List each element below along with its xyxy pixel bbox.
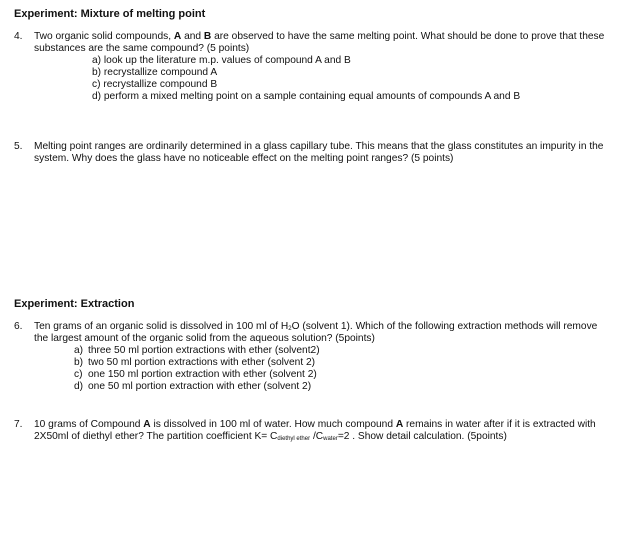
question-5 (14, 141, 610, 165)
option-d: d) one 50 ml portion extraction with ether (solvent 2) (74, 381, 312, 392)
question-6 (14, 321, 610, 393)
section-heading-extraction: Experiment: Extraction (14, 298, 135, 310)
section-heading-melting-point: Experiment: Mixture of melting point (14, 8, 206, 20)
question-number: 7. (14, 419, 23, 430)
question-text: Two organic solid compounds, A and B are observed to have the same melting point. What should be done to prove that these substances are the same compound? (5 points) (34, 31, 605, 54)
option-c: c) recrystallize compound B (92, 79, 218, 90)
question-7 (14, 419, 610, 443)
options-list (14, 55, 610, 103)
option-b: b) recrystallize compound A (92, 67, 218, 78)
options-list (14, 345, 610, 393)
question-text: Melting point ranges are ordinarily determined in a glass capillary tube. This means that the glass constitutes an impurity in the system. Why does the glass have no noticeable effect on the melting point ranges? (5 points) (34, 141, 604, 164)
question-number: 4. (14, 31, 23, 42)
question-text: 10 grams of Compound A is dissolved in 100 ml of water. How much compound A remains in water after if it is extracted with 2X50ml of diethyl ether? The partition coefficient $K= C_{diethyl ether}$ $/C_{water}=2$ . Show detail calculation. (5points) (34, 419, 596, 442)
option-a: a) three 50 ml portion extractions with ether (solvent2) (74, 345, 320, 356)
option-b: b) two 50 ml portion extractions with ether (solvent 2) (74, 357, 316, 368)
question-number: 6. (14, 321, 23, 332)
option-a: a) look up the literature m.p. values of compound A and B (92, 55, 351, 66)
question-number: 5. (14, 141, 23, 152)
question-4 (14, 31, 610, 103)
option-d: d) perform a mixed melting point on a sample containing equal amounts of compounds A and B (92, 91, 521, 102)
question-text: Ten grams of an organic solid is dissolved in 100 ml of $H_2O$ (solvent 1). Which of the following extraction methods will remove the largest amount of the organic solid from the aqueous solution? (5points) (34, 321, 598, 344)
option-c: c) one 150 ml portion extraction with ether (solvent 2) (74, 369, 317, 380)
